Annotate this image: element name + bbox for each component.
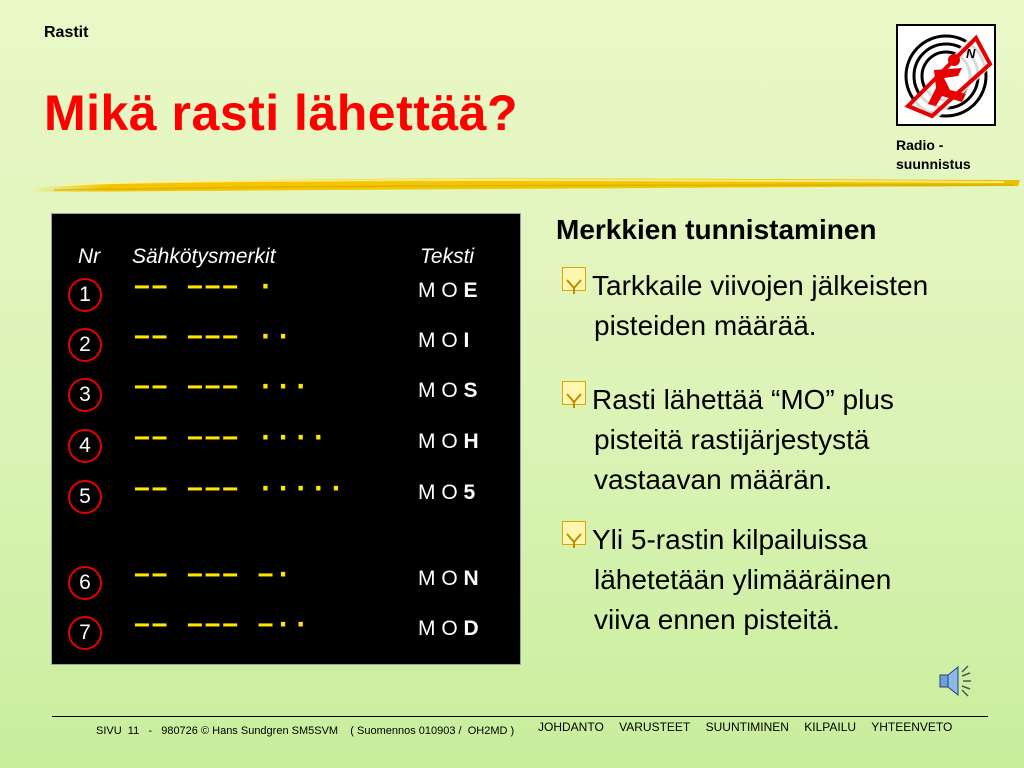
row-text: M O 5 [418,481,476,504]
bullet-item [562,520,1012,640]
nav-link-johdanto[interactable]: JOHDANTO [538,720,604,734]
table-row [52,322,522,366]
row-number: 2 [68,328,102,362]
row-number: 6 [68,566,102,600]
morse-table [51,213,521,665]
checkbox-bullet-icon [562,267,586,291]
row-text: M O H [418,430,479,453]
row-text: M O E [418,279,478,302]
bullet-text-cont: vastaavan määrän. [594,464,833,495]
footer-credit: SIVU 11 - 980726 © Hans Sundgren SM5SVM ( Suomennos 010903 / OH2MD ) [96,725,515,737]
morse-code: −− −−− −·· [134,610,311,640]
table-row [52,610,522,654]
bullet-text-cont: lähetetään ylimääräinen [594,564,892,595]
row-number: 4 [68,429,102,463]
row-number: 7 [68,616,102,650]
brush-stroke-divider [24,168,1024,198]
row-number: 1 [68,278,102,312]
bullet-text-cont: viiva ennen pisteitä. [594,604,840,635]
svg-text:N: N [966,46,976,61]
bullet-text: Yli 5-rastin kilpailuissa [592,524,868,555]
morse-code: −− −−− ···· [134,423,329,453]
table-row [52,474,522,518]
bullet-item [562,380,1012,500]
row-text: M O I [418,329,470,352]
column-header-text: Teksti [420,245,475,268]
section-label: Rastit [44,24,89,41]
morse-code: −− −−− −· [134,560,293,590]
row-text: M O N [418,567,479,590]
logo-icon [896,24,996,126]
logo-caption-line1: Radio - [896,137,944,153]
nav-link-suuntiminen[interactable]: SUUNTIMINEN [705,720,789,734]
morse-code: −− −−− ····· [134,474,346,504]
nav-link-varusteet[interactable]: VARUSTEET [619,720,691,734]
table-row [52,560,522,604]
bullet-item [562,266,1012,346]
checkbox-bullet-icon [562,521,586,545]
bullet-text-cont: pisteitä rastijärjestystä [594,424,870,455]
row-number: 5 [68,480,102,514]
table-row [52,272,522,316]
morse-code: −− −−− · [134,272,276,302]
table-row [52,423,522,467]
column-header-nr: Nr [78,245,101,268]
table-row [52,372,522,416]
nav-link-yhteenveto[interactable]: YHTEENVETO [871,720,953,734]
footer-divider [52,716,988,717]
morse-code: −− −−− ··· [134,372,311,402]
row-number: 3 [68,378,102,412]
morse-code: −− −−− ·· [134,322,293,352]
footer-nav [538,720,988,734]
bullet-text-cont: pisteiden määrää. [594,310,817,341]
bullet-text: Rasti lähettää “MO” plus [592,384,894,415]
subheading: Merkkien tunnistaminen [556,214,877,245]
slide-title: Mikä rasti lähettää? [44,85,519,141]
column-header-morse: Sähkötysmerkit [132,245,276,268]
checkbox-bullet-icon [562,381,586,405]
speaker-icon[interactable] [934,662,974,700]
nav-link-kilpailu[interactable]: KILPAILU [804,720,857,734]
row-text: M O S [418,379,478,402]
bullet-text: Tarkkaile viivojen jälkeisten [592,270,929,301]
logo-caption-line2: suunnistus [896,156,971,172]
row-text: M O D [418,617,479,640]
